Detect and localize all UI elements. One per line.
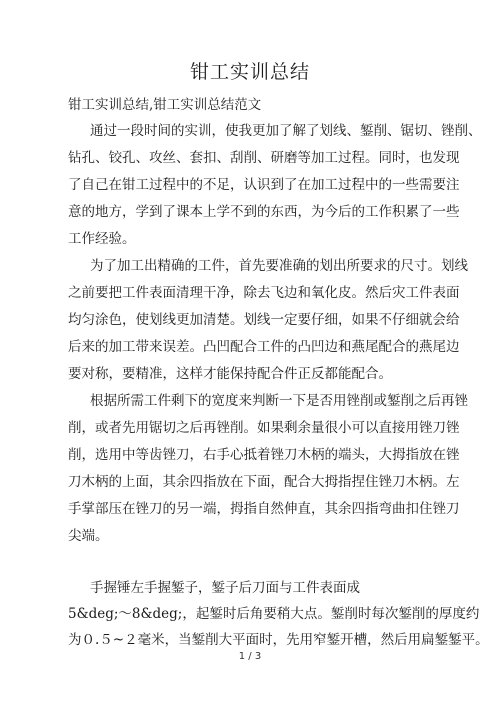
paragraph-3-line-4: 刀木柄的上面，其余四指放在下面，配合大拇指捏住锉刀木柄。左 — [68, 474, 460, 490]
page-title: 钳工实训总结 — [189, 61, 310, 83]
paragraph-4-line-2: 5&deg;～8&deg;，起錾时后角要稍大点。錾削时每次錾削的厚度约 — [68, 606, 480, 622]
paragraph-2-line-3: 均匀涂色，使划线更加清楚。划线一定要仔细，如果不仔细就会给 — [68, 312, 460, 328]
paragraph-1-line-3: 了自己在钳工过程中的不足，认识到了在加工过程中的一些需要注 — [68, 177, 460, 193]
page-number: 1 / 3 — [238, 651, 262, 662]
paragraph-1-line-2: 钻孔、铰孔、攻丝、套扣、刮削、研磨等加工过程。同时，也发现 — [68, 150, 460, 166]
paragraph-1-line-1: 通过一段时间的实训，使我更加了解了划线、錾削、锯切、锉削、 — [90, 123, 482, 139]
paragraph-4-line-1: 手握锤左手握錾子，錾子后刀面与工件表面成 — [90, 580, 360, 596]
paragraph-3-line-5: 手掌部压在锉刀的另一端，拇指自然伸直，其余四指弯曲扣住锉刀 — [68, 501, 460, 517]
paragraph-3-line-3: 削，选用中等齿锉刀，右手心抵着锉刀木柄的端头，大拇指放在锉 — [68, 447, 460, 463]
paragraph-3-line-2: 削，或者先用锯切之后再锉削。如果剩余量很小可以直接用锉刀锉 — [68, 420, 460, 436]
paragraph-4-line-3: 为０.５~２毫米，当錾削大平面时，先用窄錾开槽，然后用扁錾錾平。 — [68, 632, 489, 648]
paragraph-1-line-4: 意的地方，学到了课本上学不到的东西，为今后的工作积累了一些 — [68, 204, 460, 220]
paragraph-2-line-1: 为了加工出精确的工件，首先要准确的划出所要求的尺寸。划线 — [90, 258, 468, 274]
paragraph-2-line-5: 要对称，要精准，这样才能保持配合件正反都能配合。 — [68, 366, 392, 382]
paragraph-3-line-6: 尖端。 — [68, 528, 109, 544]
document-subtitle: 钳工实训总结,钳工实训总结范文 — [68, 97, 262, 113]
paragraph-2-line-4: 后来的加工带来误差。凸凹配合工件的凸凹边和燕尾配合的燕尾边 — [68, 339, 460, 355]
paragraph-1-line-5: 工作经验。 — [68, 231, 136, 247]
paragraph-3-line-1: 根据所需工件剩下的宽度来判断一下是否用锉削或錾削之后再锉 — [90, 393, 468, 409]
paragraph-2-line-2: 之前要把工件表面清理干净，除去飞边和氧化皮。然后灾工件表面 — [68, 285, 460, 301]
